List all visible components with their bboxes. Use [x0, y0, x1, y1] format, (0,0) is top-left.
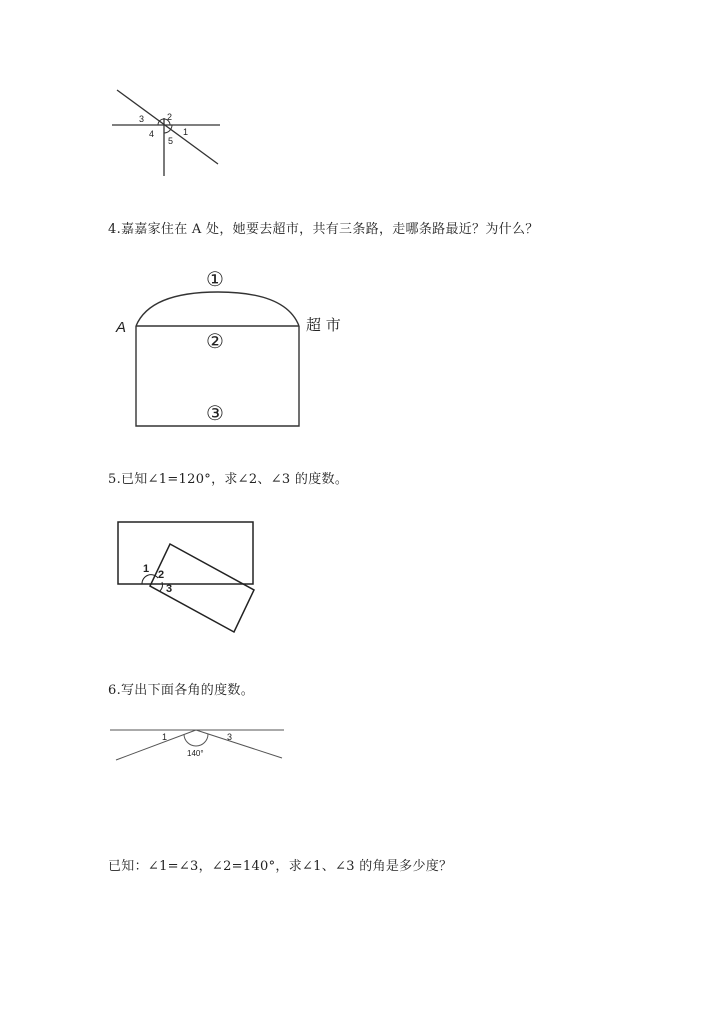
figure-overlapping-rectangles	[110, 512, 270, 642]
angle-arc-lower	[164, 125, 172, 133]
label-3: 3	[139, 114, 145, 124]
point-a-label: A	[116, 319, 127, 336]
angle-value-label: 140°	[187, 749, 204, 758]
label-3: 3	[166, 583, 173, 595]
angle-1-label: 1	[162, 732, 168, 742]
diagonal-line	[117, 90, 218, 164]
angle-3-label: 3	[227, 732, 233, 742]
angle-arc	[184, 734, 208, 746]
question-4-text: 4.嘉嘉家住在 A 处，她要去超市，共有三条路，走哪条路最近？为什么？	[108, 222, 539, 237]
label-2: 2	[158, 569, 165, 581]
label-5: 5	[168, 136, 174, 146]
route-3-label: ③	[206, 401, 224, 425]
figure-intersecting-lines	[100, 80, 240, 180]
question-6-condition: 已知：∠1=∠3，∠2=140°，求∠1、∠3 的角是多少度？	[108, 859, 453, 874]
label-1: 1	[143, 563, 150, 575]
label-2: 2	[167, 112, 173, 122]
question-5-text: 5.已知∠1=120°，求∠2、∠3 的度数。	[108, 472, 349, 487]
figure-angles-on-line	[104, 720, 294, 770]
figure-three-routes	[108, 262, 368, 434]
label-4: 4	[149, 129, 155, 139]
route-1-label: ①	[206, 267, 224, 291]
route-2-label: ②	[206, 329, 224, 353]
ray-right	[196, 730, 282, 758]
destination-label: 超 市	[306, 316, 341, 334]
label-1: 1	[183, 127, 189, 137]
question-6-text: 6.写出下面各角的度数。	[108, 683, 255, 698]
angle-arc	[142, 575, 158, 584]
route-1-arc	[136, 292, 299, 326]
